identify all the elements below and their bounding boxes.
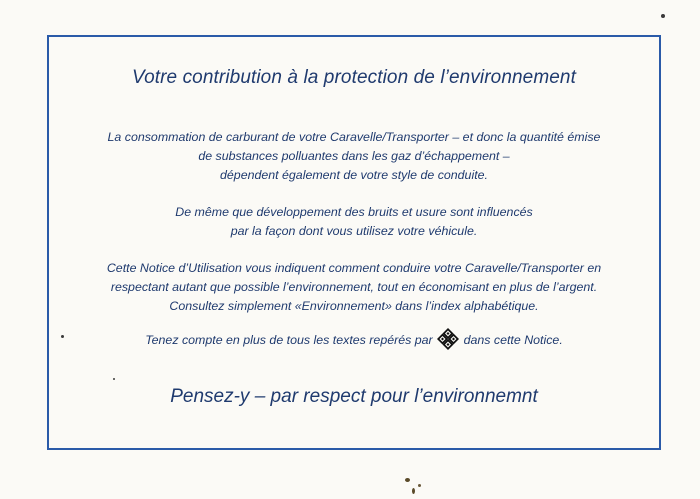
paper-speck	[418, 484, 421, 487]
paragraph-line: dépendent également de votre style de conduite.	[220, 168, 488, 182]
paper-speck	[61, 335, 64, 338]
symbol-note-after: dans cette Notice.	[463, 333, 563, 347]
paragraph-line: de substances polluantes dans les gaz d’échappement –	[198, 149, 510, 163]
environment-diamond-icon	[437, 328, 459, 350]
paper-speck	[113, 378, 115, 380]
paragraph-line: Cette Notice d’Utilisation vous indiquent comment conduire votre Caravelle/Transporter en	[106, 261, 602, 275]
paragraph-line: La consommation de carburant de votre Caravelle/Transporter – et donc la quantité émise	[107, 130, 601, 144]
paper-speck	[412, 488, 415, 494]
paragraph-symbol-note	[49, 328, 659, 350]
paper-speck	[405, 478, 410, 482]
symbol-note-before: Tenez compte en plus de tous les textes repérés par	[145, 333, 433, 347]
notice-frame	[47, 35, 661, 450]
paper-speck	[661, 14, 665, 18]
closing-slogan: Pensez-y – par respect pour l’environnemnt	[170, 386, 538, 407]
paragraph-line: Consultez simplement «Environnement» dans l’index alphabétique.	[169, 299, 539, 313]
paragraph-noise-wear	[49, 203, 659, 241]
paragraph-line: par la façon dont vous utilisez votre véhicule.	[230, 224, 478, 238]
notice-title: Votre contribution à la protection de l’environnement	[132, 67, 576, 88]
paragraph-line: respectant autant que possible l’environnement, tout en économisant en plus de l’argent.	[110, 280, 598, 294]
paragraph-fuel-consumption	[49, 128, 659, 185]
paragraph-line	[49, 328, 659, 350]
paragraph-line: De même que développement des bruits et usure sont influencés	[175, 205, 533, 219]
paragraph-manual-guidance	[49, 259, 659, 316]
